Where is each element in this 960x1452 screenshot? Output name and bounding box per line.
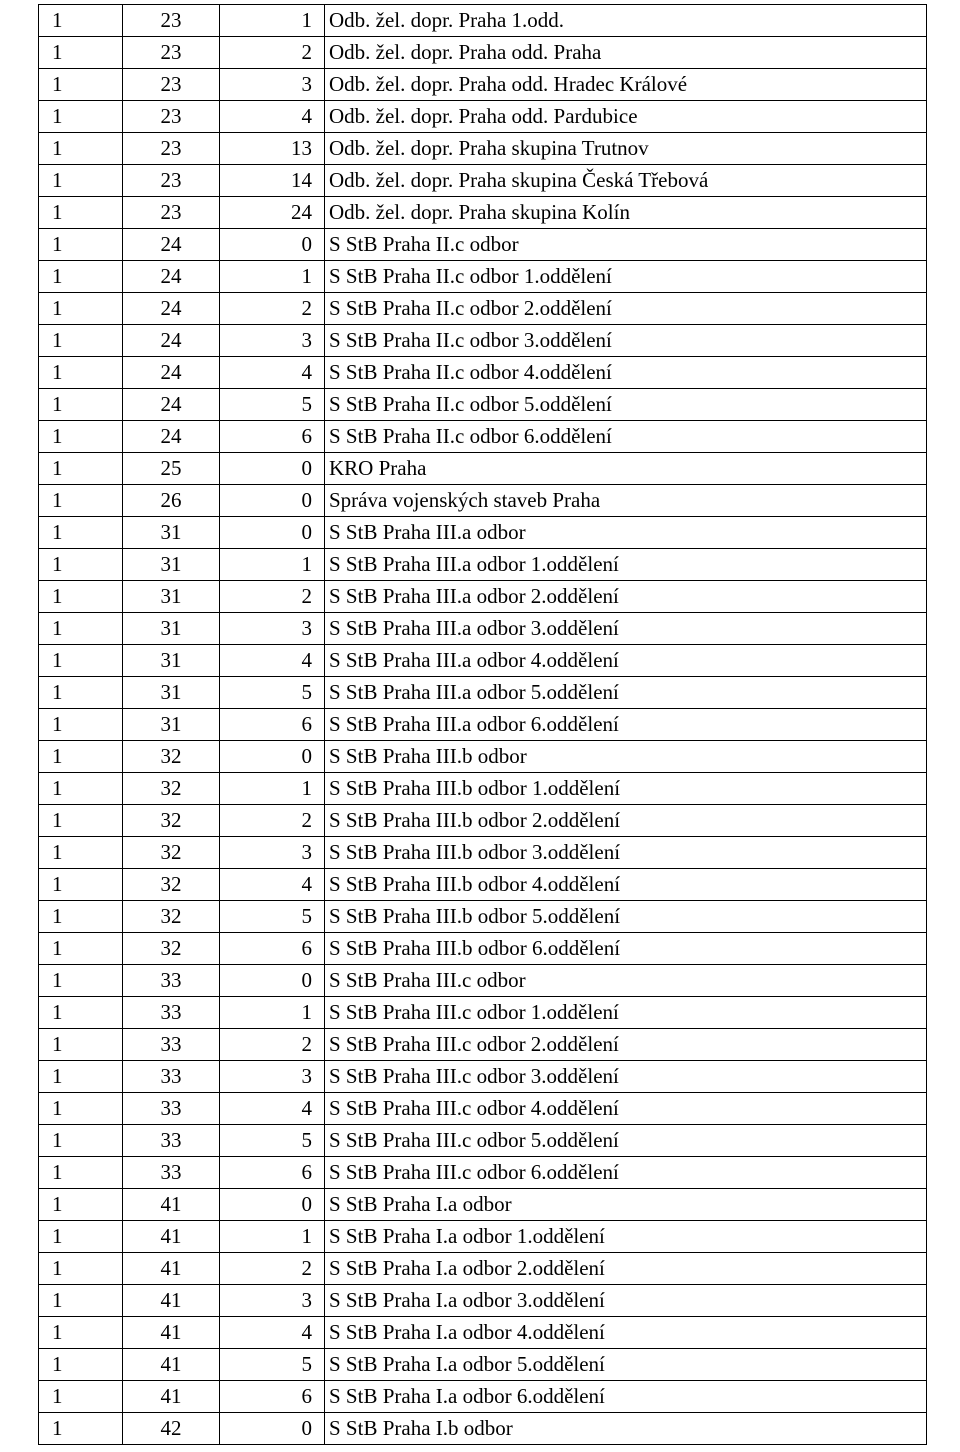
table-row — [39, 645, 927, 677]
name-cell: S StB Praha III.c odbor 5.oddělení — [325, 1125, 927, 1157]
name-cell: KRO Praha — [325, 453, 927, 485]
col-2-cell: 32 — [123, 741, 220, 773]
col-3-cell: 4 — [220, 645, 325, 677]
col-1-cell: 1 — [39, 1317, 123, 1349]
table-row — [39, 165, 927, 197]
col-2-cell: 23 — [123, 69, 220, 101]
col-3-cell: 5 — [220, 389, 325, 421]
col-3-cell: 6 — [220, 933, 325, 965]
name-cell: S StB Praha I.a odbor 4.oddělení — [325, 1317, 927, 1349]
col-1-cell: 1 — [39, 1381, 123, 1413]
col-3-cell: 0 — [220, 965, 325, 997]
col-1-cell: 1 — [39, 1285, 123, 1317]
col-2-cell: 32 — [123, 773, 220, 805]
name-cell: S StB Praha III.c odbor — [325, 965, 927, 997]
col-3-cell: 2 — [220, 293, 325, 325]
name-cell: S StB Praha III.c odbor 2.oddělení — [325, 1029, 927, 1061]
col-3-cell: 3 — [220, 325, 325, 357]
col-3-cell: 1 — [220, 773, 325, 805]
col-3-cell: 2 — [220, 1253, 325, 1285]
col-1-cell: 1 — [39, 1221, 123, 1253]
name-cell: S StB Praha I.b odbor — [325, 1413, 927, 1445]
table-row — [39, 837, 927, 869]
col-1-cell: 1 — [39, 1253, 123, 1285]
col-2-cell: 31 — [123, 613, 220, 645]
col-1-cell: 1 — [39, 933, 123, 965]
col-3-cell: 3 — [220, 613, 325, 645]
col-1-cell: 1 — [39, 549, 123, 581]
col-3-cell: 5 — [220, 677, 325, 709]
table-row — [39, 1381, 927, 1413]
name-cell: Odb. žel. dopr. Praha skupina Kolín — [325, 197, 927, 229]
col-3-cell: 1 — [220, 5, 325, 37]
col-3-cell: 3 — [220, 1061, 325, 1093]
name-cell: S StB Praha III.c odbor 3.oddělení — [325, 1061, 927, 1093]
name-cell: S StB Praha II.c odbor — [325, 229, 927, 261]
col-1-cell: 1 — [39, 5, 123, 37]
col-1-cell: 1 — [39, 69, 123, 101]
col-2-cell: 24 — [123, 325, 220, 357]
name-cell: S StB Praha III.b odbor 6.oddělení — [325, 933, 927, 965]
name-cell: Odb. žel. dopr. Praha 1.odd. — [325, 5, 927, 37]
name-cell: S StB Praha II.c odbor 2.oddělení — [325, 293, 927, 325]
col-2-cell: 23 — [123, 101, 220, 133]
col-2-cell: 26 — [123, 485, 220, 517]
col-2-cell: 23 — [123, 37, 220, 69]
table-row — [39, 741, 927, 773]
name-cell: S StB Praha I.a odbor 2.oddělení — [325, 1253, 927, 1285]
col-2-cell: 24 — [123, 389, 220, 421]
table-row — [39, 357, 927, 389]
table-row — [39, 709, 927, 741]
col-3-cell: 2 — [220, 37, 325, 69]
name-cell: Odb. žel. dopr. Praha odd. Praha — [325, 37, 927, 69]
col-2-cell: 41 — [123, 1285, 220, 1317]
table-row — [39, 453, 927, 485]
col-3-cell: 4 — [220, 1317, 325, 1349]
col-2-cell: 32 — [123, 869, 220, 901]
name-cell: S StB Praha III.a odbor 5.oddělení — [325, 677, 927, 709]
name-cell: S StB Praha I.a odbor 3.oddělení — [325, 1285, 927, 1317]
name-cell: S StB Praha I.a odbor 6.oddělení — [325, 1381, 927, 1413]
name-cell: S StB Praha III.a odbor 1.oddělení — [325, 549, 927, 581]
col-2-cell: 31 — [123, 677, 220, 709]
name-cell: S StB Praha II.c odbor 4.oddělení — [325, 357, 927, 389]
col-2-cell: 33 — [123, 1061, 220, 1093]
col-1-cell: 1 — [39, 1413, 123, 1445]
col-1-cell: 1 — [39, 165, 123, 197]
col-1-cell: 1 — [39, 1061, 123, 1093]
col-3-cell: 6 — [220, 1381, 325, 1413]
col-3-cell: 1 — [220, 1221, 325, 1253]
col-3-cell: 5 — [220, 901, 325, 933]
col-1-cell: 1 — [39, 485, 123, 517]
col-3-cell: 4 — [220, 1093, 325, 1125]
col-3-cell: 0 — [220, 229, 325, 261]
table-body — [39, 5, 927, 1445]
table-row — [39, 1029, 927, 1061]
name-cell: S StB Praha II.c odbor 1.oddělení — [325, 261, 927, 293]
name-cell: S StB Praha III.a odbor 6.oddělení — [325, 709, 927, 741]
table-row — [39, 389, 927, 421]
name-cell: S StB Praha III.b odbor 2.oddělení — [325, 805, 927, 837]
col-1-cell: 1 — [39, 37, 123, 69]
col-3-cell: 1 — [220, 549, 325, 581]
col-1-cell: 1 — [39, 357, 123, 389]
col-1-cell: 1 — [39, 1349, 123, 1381]
col-2-cell: 24 — [123, 357, 220, 389]
col-1-cell: 1 — [39, 805, 123, 837]
col-2-cell: 24 — [123, 229, 220, 261]
table-row — [39, 133, 927, 165]
table-row — [39, 677, 927, 709]
col-1-cell: 1 — [39, 869, 123, 901]
col-3-cell: 14 — [220, 165, 325, 197]
col-3-cell: 0 — [220, 485, 325, 517]
table-row — [39, 485, 927, 517]
col-1-cell: 1 — [39, 613, 123, 645]
col-2-cell: 41 — [123, 1381, 220, 1413]
col-1-cell: 1 — [39, 197, 123, 229]
col-2-cell: 32 — [123, 933, 220, 965]
table-row — [39, 869, 927, 901]
table-row — [39, 517, 927, 549]
col-2-cell: 24 — [123, 293, 220, 325]
col-3-cell: 1 — [220, 997, 325, 1029]
col-1-cell: 1 — [39, 741, 123, 773]
name-cell: S StB Praha III.c odbor 4.oddělení — [325, 1093, 927, 1125]
col-2-cell: 31 — [123, 581, 220, 613]
name-cell: S StB Praha III.b odbor 4.oddělení — [325, 869, 927, 901]
table-row — [39, 549, 927, 581]
table-row — [39, 805, 927, 837]
col-1-cell: 1 — [39, 997, 123, 1029]
col-1-cell: 1 — [39, 901, 123, 933]
name-cell: S StB Praha II.c odbor 6.oddělení — [325, 421, 927, 453]
table-row — [39, 197, 927, 229]
col-1-cell: 1 — [39, 1093, 123, 1125]
col-1-cell: 1 — [39, 837, 123, 869]
col-2-cell: 41 — [123, 1317, 220, 1349]
name-cell: S StB Praha I.a odbor 5.oddělení — [325, 1349, 927, 1381]
name-cell: S StB Praha I.a odbor — [325, 1189, 927, 1221]
col-2-cell: 33 — [123, 1125, 220, 1157]
name-cell: S StB Praha III.b odbor 3.oddělení — [325, 837, 927, 869]
table-row — [39, 261, 927, 293]
units-table — [38, 4, 927, 1445]
col-3-cell: 0 — [220, 517, 325, 549]
col-2-cell: 33 — [123, 997, 220, 1029]
col-2-cell: 41 — [123, 1221, 220, 1253]
col-2-cell: 32 — [123, 805, 220, 837]
name-cell: Odb. žel. dopr. Praha skupina Česká Třebová — [325, 165, 927, 197]
table-row — [39, 101, 927, 133]
name-cell: S StB Praha III.b odbor 1.oddělení — [325, 773, 927, 805]
name-cell: Odb. žel. dopr. Praha skupina Trutnov — [325, 133, 927, 165]
name-cell: S StB Praha III.c odbor 6.oddělení — [325, 1157, 927, 1189]
col-2-cell: 33 — [123, 1029, 220, 1061]
col-3-cell: 2 — [220, 1029, 325, 1061]
col-3-cell: 0 — [220, 1413, 325, 1445]
col-1-cell: 1 — [39, 645, 123, 677]
table-row — [39, 293, 927, 325]
table-row — [39, 1221, 927, 1253]
table-row — [39, 581, 927, 613]
table-row — [39, 1317, 927, 1349]
col-3-cell: 5 — [220, 1125, 325, 1157]
col-3-cell: 4 — [220, 357, 325, 389]
name-cell: S StB Praha III.a odbor 2.oddělení — [325, 581, 927, 613]
table-row — [39, 1285, 927, 1317]
name-cell: S StB Praha I.a odbor 1.oddělení — [325, 1221, 927, 1253]
col-2-cell: 24 — [123, 421, 220, 453]
table-row — [39, 901, 927, 933]
name-cell: S StB Praha III.b odbor — [325, 741, 927, 773]
col-2-cell: 32 — [123, 901, 220, 933]
col-3-cell: 4 — [220, 101, 325, 133]
name-cell: Odb. žel. dopr. Praha odd. Hradec Králové — [325, 69, 927, 101]
name-cell: S StB Praha II.c odbor 5.oddělení — [325, 389, 927, 421]
table-row — [39, 965, 927, 997]
table-row — [39, 997, 927, 1029]
col-3-cell: 13 — [220, 133, 325, 165]
table-row — [39, 933, 927, 965]
col-1-cell: 1 — [39, 325, 123, 357]
col-1-cell: 1 — [39, 101, 123, 133]
col-1-cell: 1 — [39, 677, 123, 709]
col-1-cell: 1 — [39, 261, 123, 293]
col-2-cell: 31 — [123, 549, 220, 581]
table-row — [39, 1093, 927, 1125]
col-1-cell: 1 — [39, 421, 123, 453]
table-row — [39, 613, 927, 645]
col-3-cell: 1 — [220, 261, 325, 293]
table-row — [39, 325, 927, 357]
table-row — [39, 1349, 927, 1381]
col-3-cell: 5 — [220, 1349, 325, 1381]
name-cell: S StB Praha II.c odbor 3.oddělení — [325, 325, 927, 357]
table-row — [39, 1253, 927, 1285]
col-3-cell: 3 — [220, 69, 325, 101]
table-row — [39, 229, 927, 261]
col-1-cell: 1 — [39, 709, 123, 741]
table-row — [39, 1413, 927, 1445]
col-3-cell: 6 — [220, 1157, 325, 1189]
col-1-cell: 1 — [39, 965, 123, 997]
col-3-cell: 3 — [220, 1285, 325, 1317]
col-3-cell: 6 — [220, 709, 325, 741]
name-cell: S StB Praha III.a odbor 3.oddělení — [325, 613, 927, 645]
table-row — [39, 1189, 927, 1221]
col-1-cell: 1 — [39, 1157, 123, 1189]
name-cell: S StB Praha III.a odbor — [325, 517, 927, 549]
col-2-cell: 41 — [123, 1189, 220, 1221]
col-2-cell: 41 — [123, 1253, 220, 1285]
col-1-cell: 1 — [39, 229, 123, 261]
col-2-cell: 23 — [123, 5, 220, 37]
col-1-cell: 1 — [39, 517, 123, 549]
col-1-cell: 1 — [39, 1029, 123, 1061]
col-2-cell: 31 — [123, 709, 220, 741]
table-row — [39, 1125, 927, 1157]
col-2-cell: 33 — [123, 1093, 220, 1125]
col-2-cell: 33 — [123, 965, 220, 997]
col-3-cell: 2 — [220, 581, 325, 613]
col-2-cell: 23 — [123, 197, 220, 229]
col-3-cell: 3 — [220, 837, 325, 869]
table-row — [39, 773, 927, 805]
col-1-cell: 1 — [39, 453, 123, 485]
col-2-cell: 31 — [123, 517, 220, 549]
name-cell: S StB Praha III.b odbor 5.oddělení — [325, 901, 927, 933]
name-cell: Správa vojenských staveb Praha — [325, 485, 927, 517]
table-row — [39, 1157, 927, 1189]
col-3-cell: 2 — [220, 805, 325, 837]
col-1-cell: 1 — [39, 773, 123, 805]
col-1-cell: 1 — [39, 581, 123, 613]
col-2-cell: 23 — [123, 133, 220, 165]
table-row — [39, 5, 927, 37]
col-2-cell: 32 — [123, 837, 220, 869]
col-3-cell: 24 — [220, 197, 325, 229]
col-2-cell: 23 — [123, 165, 220, 197]
col-1-cell: 1 — [39, 1125, 123, 1157]
col-3-cell: 4 — [220, 869, 325, 901]
table-row — [39, 69, 927, 101]
col-2-cell: 25 — [123, 453, 220, 485]
table-row — [39, 1061, 927, 1093]
col-3-cell: 0 — [220, 453, 325, 485]
col-2-cell: 33 — [123, 1157, 220, 1189]
table-row — [39, 37, 927, 69]
col-3-cell: 6 — [220, 421, 325, 453]
name-cell: S StB Praha III.a odbor 4.oddělení — [325, 645, 927, 677]
col-1-cell: 1 — [39, 389, 123, 421]
name-cell: Odb. žel. dopr. Praha odd. Pardubice — [325, 101, 927, 133]
col-2-cell: 24 — [123, 261, 220, 293]
col-1-cell: 1 — [39, 293, 123, 325]
col-2-cell: 41 — [123, 1349, 220, 1381]
col-1-cell: 1 — [39, 1189, 123, 1221]
col-1-cell: 1 — [39, 133, 123, 165]
col-3-cell: 0 — [220, 741, 325, 773]
name-cell: S StB Praha III.c odbor 1.oddělení — [325, 997, 927, 1029]
col-2-cell: 31 — [123, 645, 220, 677]
col-2-cell: 42 — [123, 1413, 220, 1445]
table-row — [39, 421, 927, 453]
col-3-cell: 0 — [220, 1189, 325, 1221]
